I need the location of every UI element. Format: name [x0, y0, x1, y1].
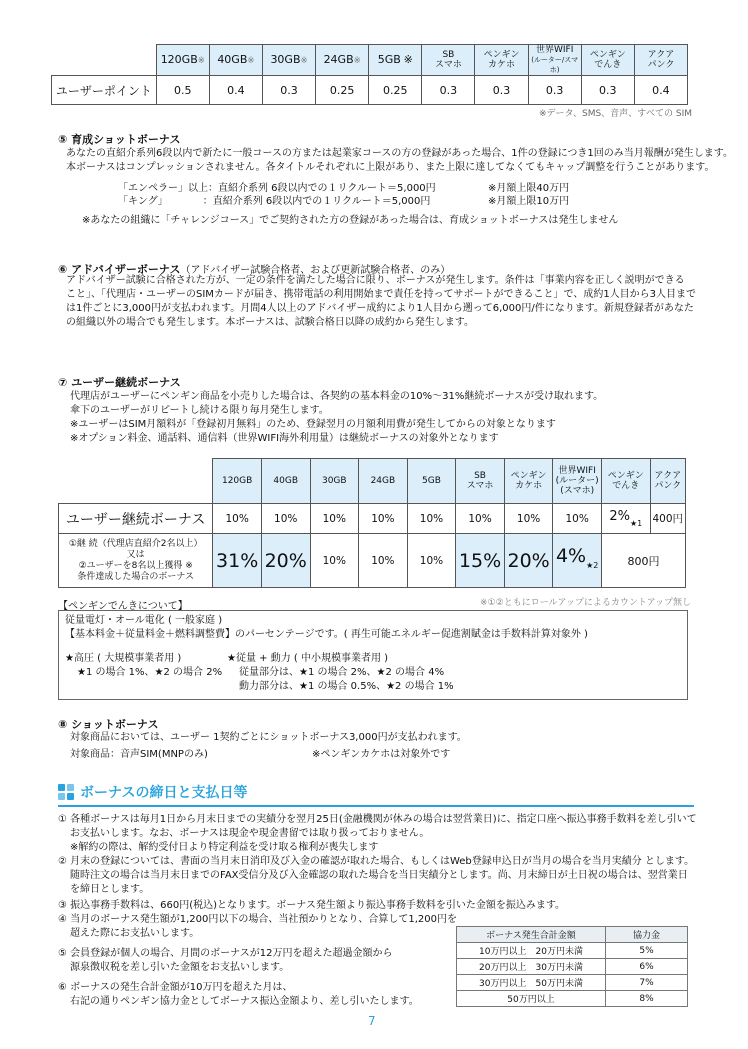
table-note: ※データ、SMS、音声、すべての SIM: [538, 109, 692, 119]
cell: 10%: [553, 504, 602, 534]
section-title: ⑤ 育成ショットボーナス: [58, 133, 181, 146]
col-header: アクア パンク: [650, 459, 685, 504]
col-header: ペンギン カケホ: [475, 45, 528, 76]
payment-heading: ボーナスの締日と支払日等: [80, 785, 248, 801]
cell: 0.25: [316, 76, 369, 105]
denki-line: ★高圧 ( 大規模事業者用 ): [65, 653, 182, 664]
cell: 0.3: [422, 76, 475, 105]
cell: 50万円以上: [457, 991, 606, 1007]
cell: 7%: [606, 975, 688, 991]
empty-corner: [59, 459, 213, 504]
payment-line: ⑤ 会員登録が個人の場合、月間のボーナスが12万円を超えた超過金額から: [58, 948, 393, 959]
cell: 10%: [359, 534, 408, 588]
payment-line: ※解約の際は、解約受付日より特定利益を受け取る権利が喪失します: [70, 842, 379, 853]
cell: 5%: [606, 943, 688, 959]
col-header: 24GB※: [316, 45, 369, 76]
cell: 10%: [407, 504, 456, 534]
denki-title: 【ペンギンでんきについて】: [58, 601, 188, 612]
cell: 0.3: [475, 76, 528, 105]
cell-highlight: $4\%_{★2}$: [553, 534, 602, 588]
col-header: ペンギン でんき: [581, 45, 634, 76]
cell: 10%: [310, 504, 359, 534]
row-label: ユーザーポイント: [52, 76, 157, 105]
rank-line: 「キング」 ：直紹介系列 6段以内での１リクルート＝5,000円 ※月額上限10万円: [118, 196, 570, 207]
cell: 0.25: [369, 76, 422, 105]
cell: 10%: [261, 504, 310, 534]
payment-line: 超えた際にお支払いします。: [70, 928, 200, 939]
cell: 10%: [213, 504, 262, 534]
cell: 0.3: [581, 76, 634, 105]
col-header: 世界WIFI (ルーター/スマホ): [528, 45, 581, 76]
page-number: 7: [368, 1014, 376, 1028]
cell-highlight: 20%: [261, 534, 310, 588]
cell: 0.4: [634, 76, 687, 105]
cell: 10%: [359, 504, 408, 534]
col-header: 5GB: [407, 459, 456, 504]
cell: 0.3: [262, 76, 315, 105]
cell: 400円: [650, 504, 685, 534]
denki-line: 動力部分は、★1 の場合 0.5%、★2 の場合 1%: [239, 681, 454, 692]
payment-line: を締日とします。: [70, 884, 150, 895]
section-title: ⑦ ユーザー継続ボーナス: [58, 376, 181, 389]
cell: 10%: [407, 534, 456, 588]
table-note: ※①②ともにロールアップによるカウントアップ無し: [480, 598, 691, 608]
cell: 0.3: [528, 76, 581, 105]
denki-line: 従量部分は、★1 の場合 2%、★2 の場合 4%: [239, 667, 445, 678]
section-body: ※ペンギンカケホは対象外です: [312, 749, 451, 760]
cell: 10%: [310, 534, 359, 588]
section-body: アドバイザー試験に合格された方が、一定の条件を満たした場合に限り、ボーナスが発生します。条件は「事業内容を正しく説明ができる こと」、「代理店・ユーザーのSIMカードが届き、携帯電話の利用開始まで責任を持ってサポートができること」で、成約1人目から3人目まで は1件ごとに3,000円が支払われます。月間4人以上のアドバイザー成約により1人目から遡って6,000円/件になります。新規登録者があなた の組織以外の場合でも発生します。本ボーナスは、試験合格日以降の成約から発生します。: [66, 275, 697, 328]
row-label: ①継 続（代理店直紹介2名以上） 又は ②ユーザーを8名以上獲得 ※ 条件達成した場合のボーナス: [59, 534, 213, 588]
payment-line: お支払いします。なお、ボーナスは現金や現金書留では取り扱っておりません。: [70, 828, 430, 839]
cell-highlight: 20%: [504, 534, 553, 588]
cell: 10%: [504, 504, 553, 534]
col-header: ペンギン でんき: [601, 459, 650, 504]
denki-line: 従量電灯・オール電化 ( 一般家庭 ): [65, 615, 223, 626]
cell-highlight: 15%: [456, 534, 505, 588]
user-point-table: [51, 44, 688, 105]
col-header: 5GB ※: [369, 45, 422, 76]
col-header: 40GB※: [209, 45, 262, 76]
payment-line: ② 月末の登録については、書面の当月末日消印及び入金の確認が取れた場合、もしくはWeb登録申込日が当月の場合を当月実績分 とします。: [58, 856, 695, 867]
section-title: ⑥ アドバイザーボーナス（アドバイザー試験合格者、および更新試験合格者、のみ）: [58, 263, 451, 276]
cell: 8%: [606, 991, 688, 1007]
col-header: 世界WIFI (ルーター) (スマホ): [553, 459, 602, 504]
payment-line: 右記の通りペンギン協力金としてボーナス振込金額より、差し引いたします。: [70, 996, 419, 1007]
col-header: 24GB: [359, 459, 408, 504]
payment-line: 源泉徴収税を差し引いた金額をお支払いします。: [70, 962, 290, 973]
col-header: 120GB: [213, 459, 262, 504]
col-header: 30GB: [310, 459, 359, 504]
denki-line: 【基本料金＋従量料金＋燃料調整費】のパーセンテージです。( 再生可能エネルギー促進割賦金は手数料計算対象外 ): [65, 629, 588, 640]
col-header: 40GB: [261, 459, 310, 504]
rank-line: 「エンペラー」以上：直紹介系列 6段以内での１リクルート＝5,000円 ※月額上限40万円: [118, 183, 570, 194]
payment-line: 随時注文の場合は当月末日までのFAX受信分及び入金確認の取れた場合を当日実績分とします。尚、月末締日が土日祝の場合は、翌営業日: [70, 870, 688, 881]
section-title: ⑧ ショットボーナス: [58, 718, 159, 731]
section-body: 代理店がユーザーにペンギン商品を小売りした場合は、各契約の基本料金の10%〜31%継続ボーナスが受け取れます。 傘下のユーザーがリピートし続ける限り毎月発生します。 ※ユーザーはSIM月額料が「登録初月無料」のため、登録翌月の月額利用費が発生してからの対象となります ※オプション料金、通話料、通信料（世界WIFI海外利用量）は継続ボーナスの対象外となります: [70, 391, 604, 444]
grid-icon: [58, 784, 74, 800]
denki-info-box: [58, 610, 688, 700]
col-header: ボーナス発生合計金額: [457, 927, 606, 943]
continuation-bonus-table: [58, 458, 686, 588]
cell-highlight: 31%: [213, 534, 262, 588]
col-header: 120GB※: [156, 45, 209, 76]
cell: 10万円以上 20万円未満: [457, 943, 606, 959]
section-body: あなたの直紹介系列6段以内で新たに一般コースの方または起業家コースの方の登録があった場合、1件の登録につき1回のみ当月報酬が発生します。 本ボーナスはコンプレッションされません。各タイトルそれぞれに上限があり、また上限に達してなくてもキャップ調整を行うことがあります。: [66, 148, 733, 173]
cell: 6%: [606, 959, 688, 975]
col-header: アクア パンク: [634, 45, 687, 76]
cell: 0.4: [209, 76, 262, 105]
col-header: 協力金: [606, 927, 688, 943]
col-header: SB スマホ: [456, 459, 505, 504]
row-label: ユーザー継続ボーナス: [59, 504, 213, 534]
payment-line: ① 各種ボーナスは毎月1日から月末日までの実績分を翌月25日(金融機関が休みの場合は翌営業日)に、指定口座へ振込事務手数料を差し引いて: [58, 814, 697, 825]
cell: 20万円以上 30万円未満: [457, 959, 606, 975]
col-header: ペンギン カケホ: [504, 459, 553, 504]
cell: $2\%_{★1}$: [601, 504, 650, 534]
payment-line: ⑥ ボーナスの発生合計金額が10万円を超えた月は、: [58, 982, 293, 993]
denki-line: ★従量 + 動力 ( 中小規模事業者用 ): [227, 653, 389, 664]
cooperation-fee-table: [456, 926, 688, 1007]
cell: 30万円以上 50万円未満: [457, 975, 606, 991]
cell: 0.5: [156, 76, 209, 105]
cell: 10%: [456, 504, 505, 534]
section-body: 対象商品においては、ユーザー 1契約ごとにショットボーナス3,000円が支払われます。: [70, 732, 467, 743]
payment-line: ③ 振込事務手数料は、660円(税込)となります。ボーナス発生額より振込事務手数料を引いた金額を振込みます。: [58, 900, 566, 911]
col-header: SB スマホ: [422, 45, 475, 76]
section-body: 対象商品：音声SIM(MNPのみ): [70, 749, 208, 760]
denki-line: ★1 の場合 1%、★2 の場合 2%: [77, 667, 223, 678]
section-note: ※あなたの組織に「チャレンジコース」でご契約された方の登録があった場合は、育成ショットボーナスは発生しません: [82, 215, 619, 226]
payment-line: ④ 当月のボーナス発生額が1,200円以下の場合、当社預かりとなり、合算して1,200円を: [58, 914, 457, 925]
col-header: 30GB※: [262, 45, 315, 76]
empty-corner: [52, 45, 157, 76]
cell: 800円: [601, 534, 685, 588]
heading-underline: [58, 805, 694, 807]
